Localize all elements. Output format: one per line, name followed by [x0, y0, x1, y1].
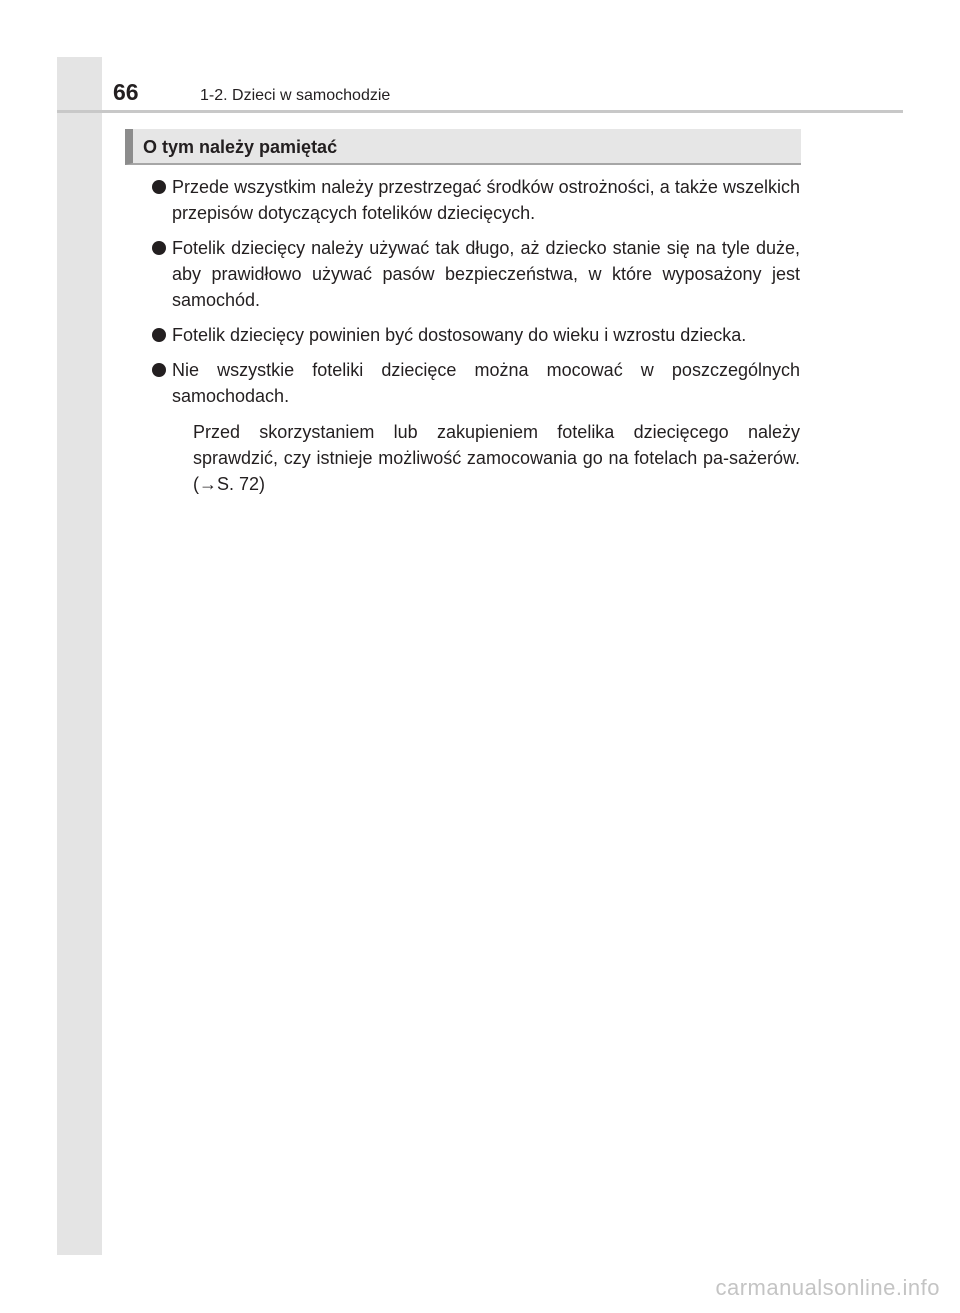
- cross-reference-paragraph: Przed skorzystaniem lub zakupieniem fotelika dziecięcego należy sprawdzić, czy istnieje możliwość zamocowania go na fotelach pa-sażerów. (→S. 72): [193, 422, 800, 494]
- bullet-icon: [152, 363, 166, 377]
- note-title: O tym należy pamiętać: [143, 137, 338, 157]
- list-item: [152, 322, 800, 348]
- bullet-icon: [152, 241, 166, 255]
- note-content: [152, 174, 800, 506]
- bullet-icon: [152, 328, 166, 342]
- note-heading-box: [125, 129, 801, 165]
- list-item-text: Fotelik dziecięcy należy używać tak długo, aż dziecko stanie się na tyle duże, aby prawidłowo używać pasów bezpieczeństwa, w które wyposażony jest samochód.: [172, 238, 800, 310]
- list-item: [152, 357, 800, 497]
- header-divider: [57, 110, 903, 113]
- list-item-text: Nie wszystkie foteliki dziecięce można mocować w poszczególnych samochodach.: [172, 360, 800, 406]
- bullet-icon: [152, 180, 166, 194]
- list-item: [152, 235, 800, 313]
- watermark: carmanualsonline.info: [715, 1275, 940, 1300]
- list-item: [152, 174, 800, 226]
- side-tab-strip: [57, 57, 102, 1255]
- list-item-text: Przede wszystkim należy przestrzegać środków ostrożności, a także wszelkich przepisów dotyczących fotelików dziecięcych.: [172, 177, 800, 223]
- section-title: 1-2. Dzieci w samochodzie: [200, 87, 391, 104]
- page-number: 66: [113, 79, 139, 105]
- list-item-text: Fotelik dziecięcy powinien być dostosowany do wieku i wzrostu dziecka.: [172, 325, 747, 345]
